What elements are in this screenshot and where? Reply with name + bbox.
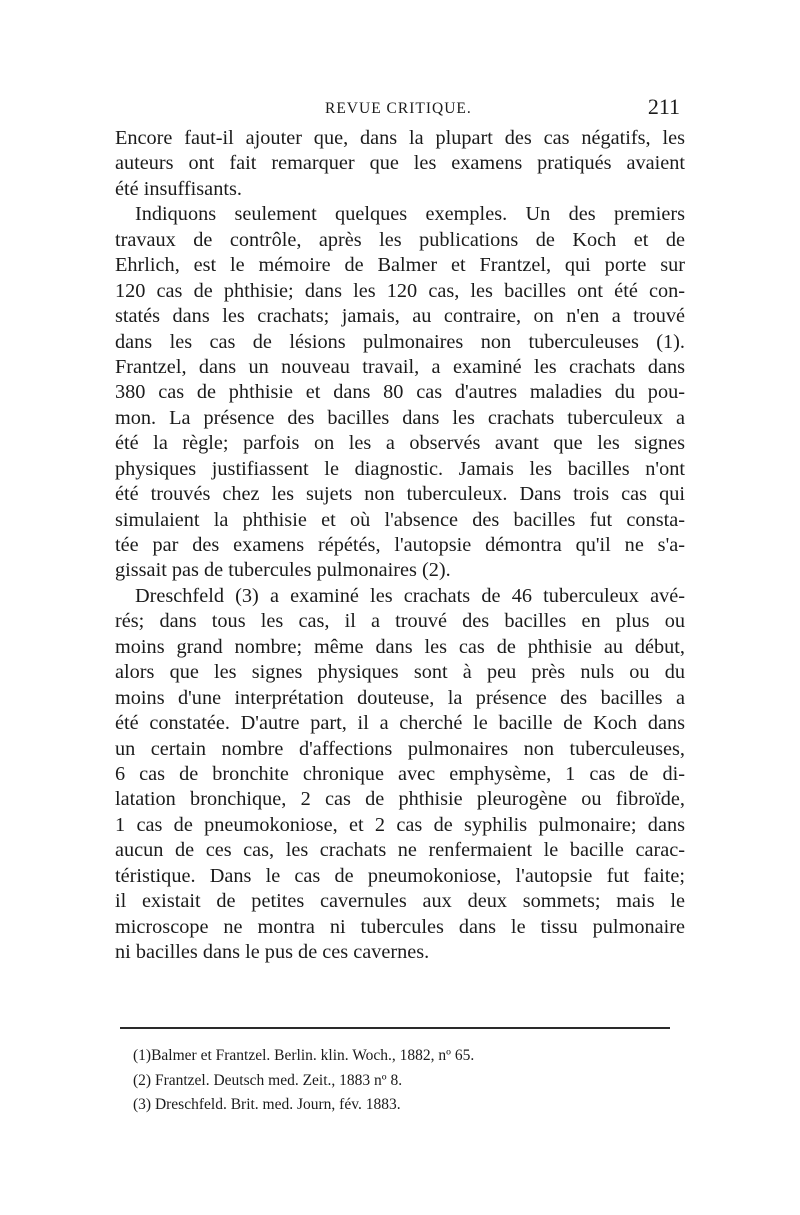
running-head xyxy=(115,94,685,118)
text-line: dans les cas de lésions pulmonaires non tuberculeuses (1). xyxy=(115,330,685,353)
body-text xyxy=(115,126,685,965)
footnote: (3) Dreschfeld. Brit. med. Journ, fév. 1883. xyxy=(133,1096,401,1113)
footnote-separator-rule xyxy=(120,1027,670,1029)
text-line: été la règle; parfois on les a observés avant que les signes xyxy=(115,432,685,455)
text-line: moins d'une interprétation douteuse, la présence des bacilles a xyxy=(115,686,685,709)
text-line: statés dans les crachats; jamais, au contraire, on n'en a trouvé xyxy=(115,305,685,328)
text-line: alors que les signes physiques sont à peu près nuls ou du xyxy=(115,661,685,684)
text-line: travaux de contrôle, après les publications de Koch et de xyxy=(115,228,685,251)
page-number: 211 xyxy=(647,94,680,119)
text-line: tée par des examens répétés, l'autopsie démontra qu'il ne s'a- xyxy=(115,534,685,556)
text-line: ni bacilles dans le pus de ces cavernes. xyxy=(115,941,430,963)
text-line: moins grand nombre; même dans les cas de phthisie au début, xyxy=(115,635,685,658)
text-line: 380 cas de phthisie et dans 80 cas d'autres maladies du pou- xyxy=(115,381,685,404)
text-line: 120 cas de phthisie; dans les 120 cas, les bacilles ont été con- xyxy=(115,279,685,302)
text-line: Dreschfeld (3) a examiné les crachats de 46 tuberculeux avé- xyxy=(135,584,685,607)
text-line: été trouvés chez les sujets non tuberculeux. Dans trois cas qui xyxy=(115,483,685,506)
footnote: (2) Frantzel. Deutsch med. Zeit., 1883 nº 8. xyxy=(133,1071,403,1089)
text-line: simulaient la phthisie et où l'absence des bacilles fut consta- xyxy=(115,508,685,531)
text-line: mon. La présence des bacilles dans les crachats tuberculeux a xyxy=(115,406,685,429)
text-line: Encore faut-il ajouter que, dans la plupart des cas négatifs, les xyxy=(115,127,685,149)
text-line: microscope ne montra ni tubercules dans le tissu pulmonaire xyxy=(115,915,685,938)
text-line: été constatée. D'autre part, il a cherché le bacille de Koch dans xyxy=(115,712,685,735)
text-line: été insuffisants. xyxy=(115,177,242,200)
text-line: Frantzel, dans un nouveau travail, a examiné les crachats dans xyxy=(115,355,685,378)
text-line: rés; dans tous les cas, il a trouvé des bacilles en plus ou xyxy=(115,610,685,633)
text-line: gissait pas de tubercules pulmonaires (2). xyxy=(115,559,451,582)
text-line: 1 cas de pneumokoniose, et 2 cas de syphilis pulmonaire; dans xyxy=(115,813,685,836)
text-line: Indiquons seulement quelques exemples. Un des premiers xyxy=(135,203,685,226)
text-line: auteurs ont fait remarquer que les examens pratiqués avaient xyxy=(115,152,685,175)
text-line: aucun de ces cas, les crachats ne renfermaient le bacille carac- xyxy=(115,839,685,862)
text-line: physiques justifiassent le diagnostic. Jamais les bacilles n'ont xyxy=(115,457,685,480)
text-line: Ehrlich, est le mémoire de Balmer et Frantzel, qui porte sur xyxy=(115,254,685,277)
footnote: (1)Balmer et Frantzel. Berlin. klin. Woch., 1882, nº 65. xyxy=(133,1047,475,1064)
text-line: il existait de petites cavernules aux deux sommets; mais le xyxy=(115,890,685,913)
footnotes xyxy=(133,1044,653,1118)
text-line: un certain nombre d'affections pulmonaires non tuberculeuses, xyxy=(115,737,685,760)
running-title: REVUE CRITIQUE. xyxy=(325,100,472,117)
text-line: téristique. Dans le cas de pneumokoniose, l'autopsie fut faite; xyxy=(115,864,685,887)
text-line: latation bronchique, 2 cas de phthisie pleurogène ou fibroïde, xyxy=(115,788,685,811)
text-line: 6 cas de bronchite chronique avec emphysème, 1 cas de di- xyxy=(115,762,685,785)
